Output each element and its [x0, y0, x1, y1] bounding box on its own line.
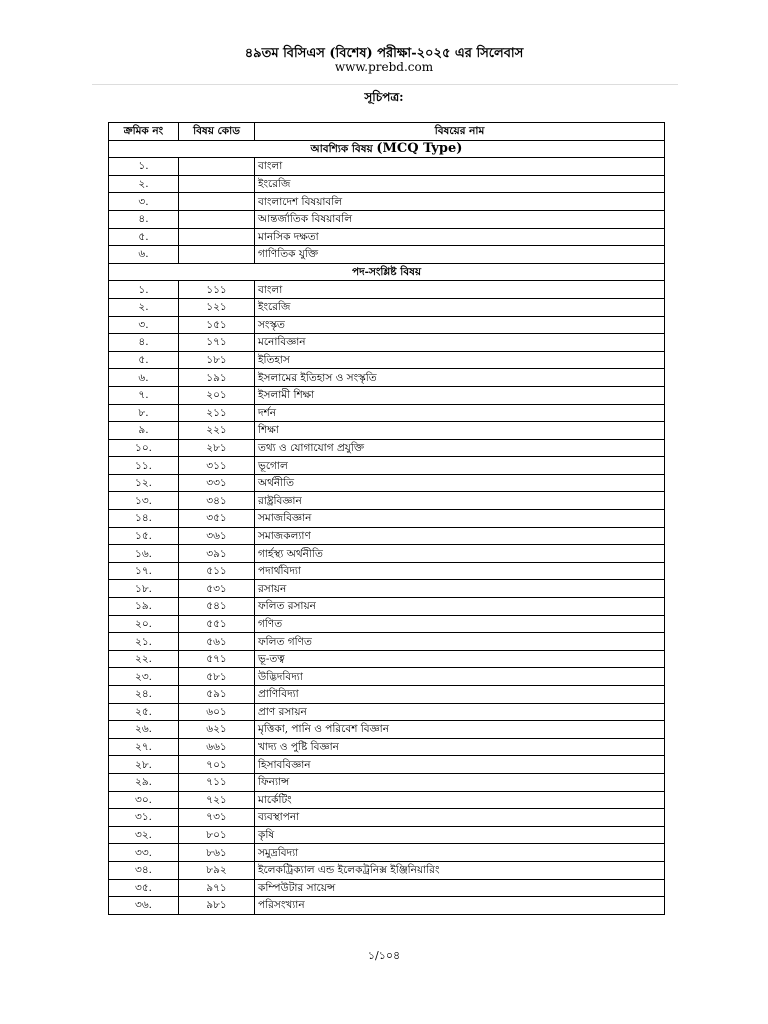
serial-cell: ১৩. [109, 492, 179, 510]
subject-name-cell: রসায়ন [255, 580, 665, 598]
serial-cell: ১৬. [109, 545, 179, 563]
table-row [109, 703, 665, 721]
code-cell: ৬৬১ [179, 738, 255, 756]
table-row [109, 210, 665, 228]
subject-name-cell: অর্থনীতি [255, 474, 665, 492]
code-cell: ৫৫১ [179, 615, 255, 633]
website-url[interactable]: www.prebd.com [334, 60, 434, 74]
table-row [109, 756, 665, 774]
section-title-post-related: পদ-সংশ্লিষ্ট বিষয় [109, 263, 665, 281]
subject-name-cell: কৃষি [255, 826, 665, 844]
subject-name-cell: আন্তর্জাতিক বিষয়াবলি [255, 210, 665, 228]
syllabus-table [108, 122, 665, 915]
serial-cell: ২৮. [109, 756, 179, 774]
serial-cell: ১২. [109, 474, 179, 492]
serial-cell: ৭. [109, 386, 179, 404]
subject-name-cell: দর্শন [255, 404, 665, 422]
serial-cell: ২৫. [109, 703, 179, 721]
code-cell: ৮৬১ [179, 844, 255, 862]
serial-cell: ২২. [109, 650, 179, 668]
serial-cell: ৩৪. [109, 861, 179, 879]
serial-cell: ২৪. [109, 686, 179, 704]
section-header-compulsory [109, 140, 665, 158]
table-row [109, 474, 665, 492]
code-cell [179, 175, 255, 193]
code-cell: ৩৬১ [179, 527, 255, 545]
serial-cell: ১৮. [109, 580, 179, 598]
table-row [109, 386, 665, 404]
code-cell: ২৮১ [179, 439, 255, 457]
subject-name-cell: তথ্য ও যোগাযোগ প্রযুক্তি [255, 439, 665, 457]
code-cell [179, 228, 255, 246]
serial-cell: ৬. [109, 369, 179, 387]
table-header-row [109, 123, 665, 141]
code-cell: ১২১ [179, 298, 255, 316]
code-cell: ২২১ [179, 422, 255, 440]
subject-name-cell: সমাজবিজ্ঞান [255, 510, 665, 528]
subject-name-cell: ফলিত রসায়ন [255, 598, 665, 616]
serial-cell: ২৬. [109, 721, 179, 739]
subject-name-cell: ইংরেজি [255, 298, 665, 316]
table-row [109, 580, 665, 598]
serial-cell: ২১. [109, 633, 179, 651]
table-row [109, 334, 665, 352]
serial-cell: ২. [109, 175, 179, 193]
subject-name-cell: ইংরেজি [255, 175, 665, 193]
section-title-compulsory [109, 140, 665, 158]
table-row [109, 686, 665, 704]
serial-cell: ৩০. [109, 791, 179, 809]
subject-name-cell: মনোবিজ্ঞান [255, 334, 665, 352]
table-row [109, 457, 665, 475]
table-row [109, 439, 665, 457]
code-cell: ৩৪১ [179, 492, 255, 510]
code-cell [179, 246, 255, 264]
code-cell: ৮৯২ [179, 861, 255, 879]
subject-name-cell: হিসাববিজ্ঞান [255, 756, 665, 774]
subject-name-cell: বাংলাদেশ বিষয়াবলি [255, 193, 665, 211]
subject-name-cell: ইসলামী শিক্ষা [255, 386, 665, 404]
table-row [109, 598, 665, 616]
serial-cell: ২৭. [109, 738, 179, 756]
table-row [109, 158, 665, 176]
serial-cell: ৯. [109, 422, 179, 440]
column-header-serial: ক্রমিক নং [109, 123, 179, 141]
code-cell: ৭২১ [179, 791, 255, 809]
code-cell: ৩৫১ [179, 510, 255, 528]
subject-name-cell: খাদ্য ও পুষ্টি বিজ্ঞান [255, 738, 665, 756]
code-cell: ১৭১ [179, 334, 255, 352]
code-cell [179, 193, 255, 211]
table-row [109, 844, 665, 862]
code-cell: ১৫১ [179, 316, 255, 334]
subject-name-cell: সমুদ্রবিদ্যা [255, 844, 665, 862]
serial-cell: ২৩. [109, 668, 179, 686]
subject-name-cell: ব্যবস্থাপনা [255, 809, 665, 827]
header-divider [92, 84, 678, 85]
table-row [109, 562, 665, 580]
code-cell: ৬২১ [179, 721, 255, 739]
subject-name-cell: পরিসংখ্যান [255, 897, 665, 915]
code-cell: ৯৮১ [179, 897, 255, 915]
code-cell: ১৮১ [179, 351, 255, 369]
table-row [109, 545, 665, 563]
code-cell: ৩৩১ [179, 474, 255, 492]
serial-cell: ২. [109, 298, 179, 316]
subject-name-cell: ভূগোল [255, 457, 665, 475]
section-header-post-related [109, 263, 665, 281]
serial-cell: ৫. [109, 228, 179, 246]
code-cell: ৬০১ [179, 703, 255, 721]
serial-cell: ৫. [109, 351, 179, 369]
serial-cell: ৩. [109, 316, 179, 334]
code-cell [179, 158, 255, 176]
table-row [109, 527, 665, 545]
table-row [109, 791, 665, 809]
serial-cell: ৩৬. [109, 897, 179, 915]
code-cell: ২১১ [179, 404, 255, 422]
code-cell: ২০১ [179, 386, 255, 404]
subject-name-cell: প্রাণ রসায়ন [255, 703, 665, 721]
table-row [109, 492, 665, 510]
subject-name-cell: উদ্ভিদবিদ্যা [255, 668, 665, 686]
subject-name-cell: ভূ-তত্ব [255, 650, 665, 668]
table-row [109, 826, 665, 844]
table-row [109, 721, 665, 739]
serial-cell: ১৯. [109, 598, 179, 616]
code-cell: ৫৩১ [179, 580, 255, 598]
table-row [109, 298, 665, 316]
code-cell: ৮০১ [179, 826, 255, 844]
subject-name-cell: সংস্কৃত [255, 316, 665, 334]
code-cell: ৫৭১ [179, 650, 255, 668]
serial-cell: ৩২. [109, 826, 179, 844]
table-row [109, 510, 665, 528]
table-row [109, 404, 665, 422]
table-row [109, 193, 665, 211]
serial-cell: ৩৫. [109, 879, 179, 897]
serial-cell: ১০. [109, 439, 179, 457]
table-row [109, 615, 665, 633]
code-cell: ১৯১ [179, 369, 255, 387]
subject-name-cell: গণিত [255, 615, 665, 633]
serial-cell: ৩. [109, 193, 179, 211]
subject-name-cell: মানসিক দক্ষতা [255, 228, 665, 246]
code-cell: ৭০১ [179, 756, 255, 774]
code-cell: ৫৪১ [179, 598, 255, 616]
serial-cell: ৪. [109, 210, 179, 228]
subject-name-cell: ফলিত গণিত [255, 633, 665, 651]
page-number: ১/১০৪ [367, 949, 401, 962]
subject-name-cell: রাষ্ট্রবিজ্ঞান [255, 492, 665, 510]
table-row [109, 738, 665, 756]
subject-name-cell: মার্কেটিং [255, 791, 665, 809]
code-cell [179, 210, 255, 228]
table-row [109, 316, 665, 334]
subject-name-cell: শিক্ষা [255, 422, 665, 440]
code-cell: ৩৯১ [179, 545, 255, 563]
code-cell: ৭৩১ [179, 809, 255, 827]
table-row [109, 897, 665, 915]
subject-name-cell: বাংলা [255, 281, 665, 299]
serial-cell: ৮. [109, 404, 179, 422]
section-title-bn: আবশ্যিক বিষয় [310, 142, 373, 155]
table-row [109, 861, 665, 879]
column-header-code: বিষয় কোড [179, 123, 255, 141]
table-row [109, 246, 665, 264]
subject-name-cell: কম্পিউটার সায়েন্স [255, 879, 665, 897]
subject-name-cell: ইতিহাস [255, 351, 665, 369]
table-of-contents-title: সূচিপত্র: [364, 90, 404, 104]
serial-cell: ১৭. [109, 562, 179, 580]
section-title-en: (MCQ Type) [376, 140, 463, 156]
table-row [109, 422, 665, 440]
table-row [109, 668, 665, 686]
subject-name-cell: বাংলা [255, 158, 665, 176]
code-cell: ৭১১ [179, 773, 255, 791]
code-cell: ৫৮১ [179, 668, 255, 686]
table-row [109, 650, 665, 668]
serial-cell: ১. [109, 158, 179, 176]
subject-name-cell: মৃত্তিকা, পানি ও পরিবেশ বিজ্ঞান [255, 721, 665, 739]
serial-cell: ১১. [109, 457, 179, 475]
code-cell: ৫৯১ [179, 686, 255, 704]
subject-name-cell: ইসলামের ইতিহাস ও সংস্কৃতি [255, 369, 665, 387]
table-row [109, 228, 665, 246]
serial-cell: ১৪. [109, 510, 179, 528]
table-row [109, 175, 665, 193]
code-cell: ৫১১ [179, 562, 255, 580]
table-row [109, 351, 665, 369]
serial-cell: ৬. [109, 246, 179, 264]
code-cell: ১১১ [179, 281, 255, 299]
code-cell: ৯৭১ [179, 879, 255, 897]
subject-name-cell: ফিন্যান্স [255, 773, 665, 791]
table-row [109, 879, 665, 897]
serial-cell: ১৫. [109, 527, 179, 545]
serial-cell: ২০. [109, 615, 179, 633]
serial-cell: ৩১. [109, 809, 179, 827]
serial-cell: ৪. [109, 334, 179, 352]
table-row [109, 281, 665, 299]
code-cell: ৩১১ [179, 457, 255, 475]
code-cell: ৫৬১ [179, 633, 255, 651]
subject-name-cell: সমাজকল্যাণ [255, 527, 665, 545]
subject-name-cell: ইলেকট্রিক্যাল এন্ড ইলেকট্রনিক্স ইঞ্জিনিয়ারিং [255, 861, 665, 879]
subject-name-cell: গাণিতিক যুক্তি [255, 246, 665, 264]
table-row [109, 773, 665, 791]
serial-cell: ৩৩. [109, 844, 179, 862]
serial-cell: ১. [109, 281, 179, 299]
subject-name-cell: প্রাণিবিদ্যা [255, 686, 665, 704]
table-row [109, 633, 665, 651]
serial-cell: ২৯. [109, 773, 179, 791]
table-row [109, 369, 665, 387]
subject-name-cell: পদার্থবিদ্যা [255, 562, 665, 580]
document-title: ৪৯তম বিসিএস (বিশেষ) পরীক্ষা-২০২৫ এর সিলেবাস [244, 46, 524, 61]
table-row [109, 809, 665, 827]
subject-name-cell: গার্হস্থ্য অর্থনীতি [255, 545, 665, 563]
column-header-subject-name: বিষয়ের নাম [255, 123, 665, 141]
